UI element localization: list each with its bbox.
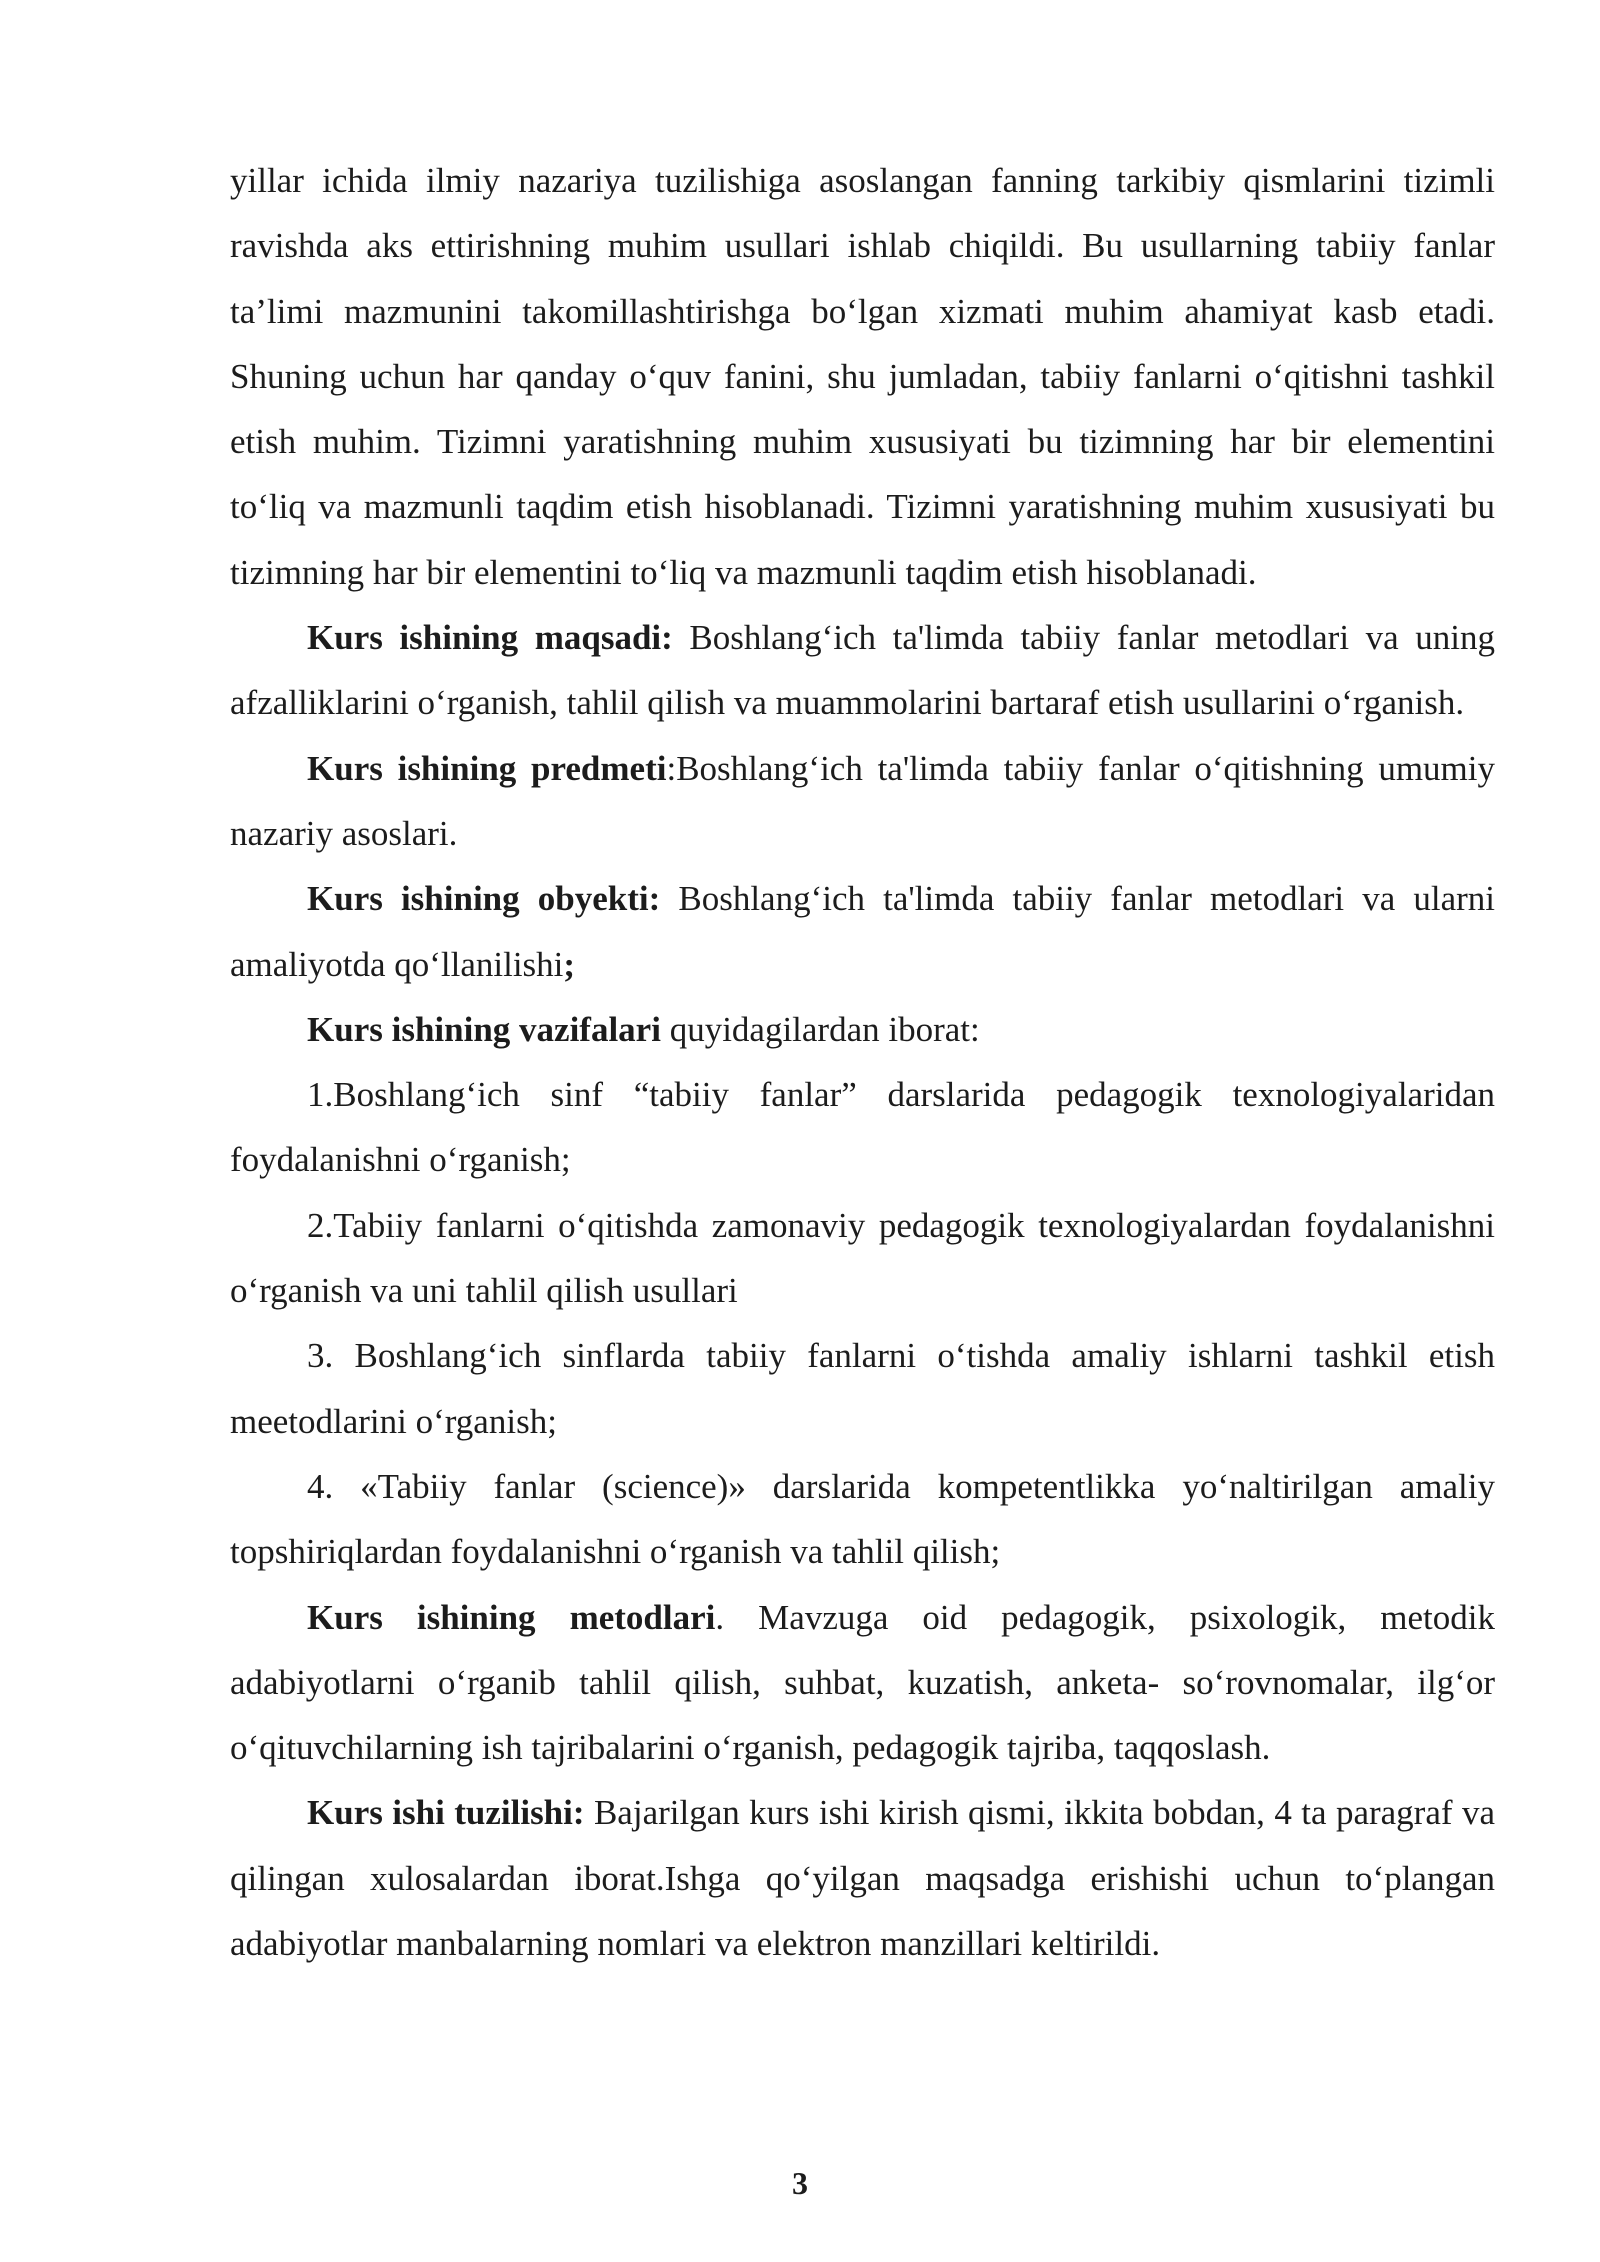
paragraph-heading: Kurs ishining metodlari bbox=[307, 1597, 716, 1637]
paragraph-text: 3. Boshlang‘ich sinflarda tabiiy fanlarni o‘tishda amaliy ishlarni tashkil etish meetodlarini o‘rganish; bbox=[230, 1336, 1495, 1441]
goal-paragraph bbox=[230, 605, 1495, 736]
paragraph-text: Boshlang‘ich ta'limda tabiiy fanlar metodlari va ularni amaliyotda qo‘llanilishi bbox=[230, 879, 1495, 984]
task-item-3 bbox=[230, 1323, 1495, 1454]
task-item-2 bbox=[230, 1193, 1495, 1324]
paragraph-text: 1.Boshlang‘ich sinf “tabiiy fanlar” darslarida pedagogik texnologiyalaridan foydalanishni o‘rganish; bbox=[230, 1075, 1495, 1180]
methods-paragraph bbox=[230, 1585, 1495, 1781]
paragraph-heading: Kurs ishining predmeti bbox=[307, 748, 667, 788]
object-paragraph bbox=[230, 866, 1495, 997]
paragraph-text: Boshlang‘ich ta'limda tabiiy fanlar metodlari va uning afzalliklarini o‘rganish, tahlil qilish va muammolarini bartaraf etish usullarini o‘rganish. bbox=[230, 618, 1495, 723]
task-item-1 bbox=[230, 1062, 1495, 1193]
paragraph-text: . Mavzuga oid pedagogik, psixologik, metodik adabiyotlarni o‘rganib tahlil qilish, suhbat, kuzatish, anketa- so‘rovnomalar, ilg‘or o‘qituvchilarning ish tajribalarini o‘rganish, pedagogik tajriba, taqqoslash. bbox=[230, 1597, 1496, 1768]
paragraph-text: :Boshlang‘ich ta'limda tabiiy fanlar o‘qitishning umumiy nazariy asoslari. bbox=[230, 748, 1495, 853]
tasks-paragraph bbox=[230, 997, 1495, 1062]
document-body bbox=[230, 148, 1495, 1976]
paragraph-text: quyidagilardan iborat: bbox=[660, 1009, 980, 1049]
paragraph-text: yillar ichida ilmiy nazariya tuzilishiga asoslangan fanning tarkibiy qismlarini tizimli ravishda aks ettirishning muhim usullari ishlab chiqildi. Bu usullarning tabiiy fanlar ta’limi mazmunini takomillashtirishga bo‘lgan xizmati muhim ahamiyat kasb etadi. Shuning uchun har qanday o‘quv fanini, shu jumladan, tabiiy fanlarni o‘qitishni tashkil etish muhim. Tizimni yaratishning muhim xususiyati bu tizimning har bir elementini to‘liq va mazmunli taqdim etish hisoblanadi. Tizimni yaratishning muhim xususiyati bu tizimning har bir elementini to‘liq va mazmunli taqdim etish hisoblanadi. bbox=[230, 161, 1495, 592]
paragraph-text: 2.Tabiiy fanlarni o‘qitishda zamonaviy pedagogik texnologiyalardan foydalanishni o‘rganish va uni tahlil qilish usullari bbox=[230, 1205, 1495, 1311]
paragraph-tail: ; bbox=[563, 944, 576, 984]
paragraph-heading: Kurs ishining maqsadi: bbox=[307, 618, 673, 658]
task-item-4 bbox=[230, 1454, 1495, 1585]
intro-paragraph bbox=[230, 148, 1495, 605]
paragraph-text: Bajarilgan kurs ishi kirish qismi, ikkita bobdan, 4 ta paragraf va qilingan xulosalardan iborat.Ishga qo‘yilgan maqsadga erishishi uchun to‘plangan adabiyotlar manbalarning nomlari va elektron manzillari keltirildi. bbox=[230, 1793, 1495, 1964]
paragraph-heading: Kurs ishi tuzilishi: bbox=[307, 1793, 585, 1833]
structure-paragraph bbox=[230, 1780, 1495, 1976]
page-number: 3 bbox=[792, 2165, 808, 2201]
subject-paragraph bbox=[230, 736, 1495, 867]
paragraph-heading: Kurs ishining obyekti: bbox=[307, 879, 661, 919]
paragraph-text: 4. «Tabiiy fanlar (science)» darslarida kompetentlikka yo‘naltirilgan amaliy topshiriqlardan foydalanishni o‘rganish va tahlil qilish; bbox=[230, 1466, 1495, 1572]
paragraph-heading: Kurs ishining vazifalari bbox=[307, 1009, 661, 1049]
